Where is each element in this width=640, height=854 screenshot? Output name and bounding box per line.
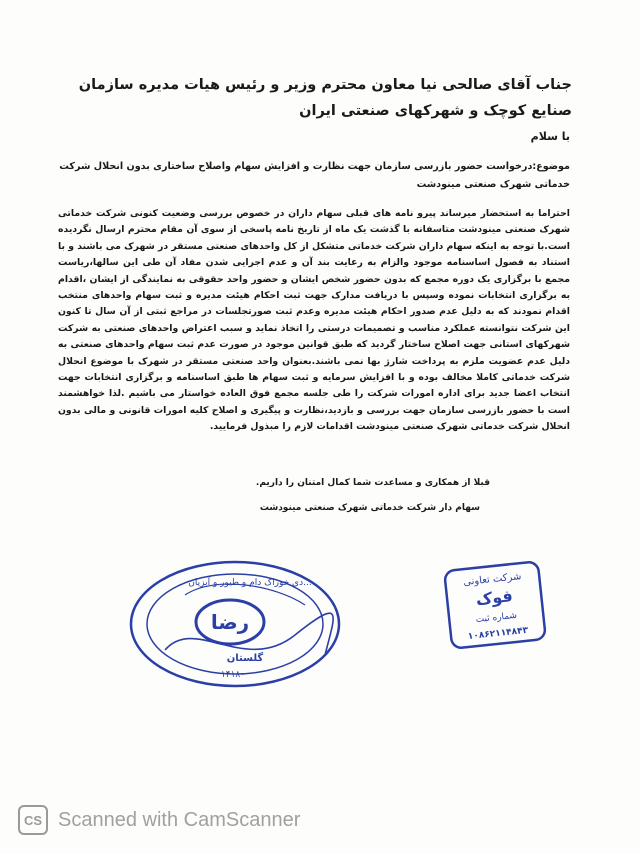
letter-signature: سهام دار شرکت خدماتی شهرک صنعتی مینودشت [259, 503, 480, 513]
stamp-ring-text: ...دی خوراک دام و طیور و آبزیان [188, 578, 312, 588]
cooperative-stamp-rect [440, 558, 550, 653]
stamp-line4: ۱۰۸۶۲۱۱۴۸۴۳ [467, 625, 529, 642]
stamp-number: ۱۴۱۸۰ [220, 670, 246, 680]
letter-body-paragraph: احتراما به استحضار میرساند پیرو نامه های قبلی سهام داران در خصوص بررسی وضعیت کنونی شرکت خدماتی شهرک صنعتی مینودشت متاسفانه با گذشت یک ماه از تاریخ نامه پاسخی از سوی آن مقام محترم ارسال نگردیده است.با توجه به اینکه سهام داران شرکت خدماتی متشکل از کل واحدهای صنعتی مستقر در شهرک می باشند و با استناد به فصول اساسنامه موجود والزام به رعایت بند آن و عدم اجرایی شدن مفاد آن طی این سالها،ریاست مجمع با برگزاری یک دوره مجمع که بدون حضور شخص ایشان و حضور واحد حقوقی به نمایندگی از ایشان ،اقدام به برگزاری انتخابات نموده وسپس با دریافت مدارک جهت ثبت احکام هیئت مدیره و ثبت سهام واحدهای منتخب اقدام نمودند که به دلیل عدم صدور احکام هیئت مدیره وعدم ثبت صورتجلسات در مراجع ثبتی از آن سال تا کنون این شرکت نتوانسته عملکرد مناسب و تصمیمات درستی را اتخاذ نماید و سبب اعتراض واحدهای صنعتی به شرکت شهرکهای استانی جهت اصلاح ساختار گردید که طبق قوانین موجود در صورت عدم ثبت سهام واحدهای صنعتی به دلیل عدم عضویت ملزم به پرداخت شارژ بها نمی باشند.بعنوان واحد صنعتی مستقر در شهرک با موضوع انحلال شرکت خدماتی کاملا مخالف بوده و با افزایش سرمایه و ثبت سهام ها طبق اساسنامه و برگزاری انتخابات جهت انتخاب اعضا جدید برای اداره امورات شرکت را طی جلسه مجمع فوق العاده خواستار می باشیم .لذا خواهشمند است با حضور بازرسی سازمان جهت بررسی و بازدید،نظارت و پیگیری و اصلاح کلیه امورات قانونی و مالی بدون انحلال شرکت خدماتی شهرک صنعتی مینودشت اقدامات لازم را مبذول فرمایید. [58, 208, 570, 433]
letter-salutation: با سلام [530, 130, 570, 143]
stamp-line1: شرکت تعاونی [462, 571, 522, 589]
letter-closing: قبلا از همکاری و مساعدت شما کمال امتنان را داریم. [255, 478, 490, 488]
camscanner-logo-icon: CS [18, 805, 48, 835]
oval-stamp-graphic [125, 555, 345, 693]
letter-heading: جناب آقای صالحی نیا معاون محترم وزیر و رئیس هیات مدیره سازمان صنایع کوچک و شهرکهای صنعتی ایران [78, 77, 572, 119]
letter-subject: موضوع:درخواست حضور بازرسی سازمان جهت نظارت و افزایش سهام واصلاح ساختاری بدون انحلال شرکت خدماتی شهرک صنعتی مینودشت [59, 161, 570, 190]
camscanner-label: Scanned with CamScanner [58, 808, 301, 831]
stamp-line2: فوک [474, 586, 514, 609]
letter-body [58, 206, 570, 436]
camscanner-footer [18, 804, 300, 836]
company-stamp-oval [125, 555, 345, 693]
stamp-center-text: رضا [210, 610, 250, 634]
stamp-bottom-text: گلستان [226, 653, 264, 664]
stamp-line3: شماره ثبت [475, 610, 518, 626]
rect-stamp-graphic [440, 558, 550, 653]
